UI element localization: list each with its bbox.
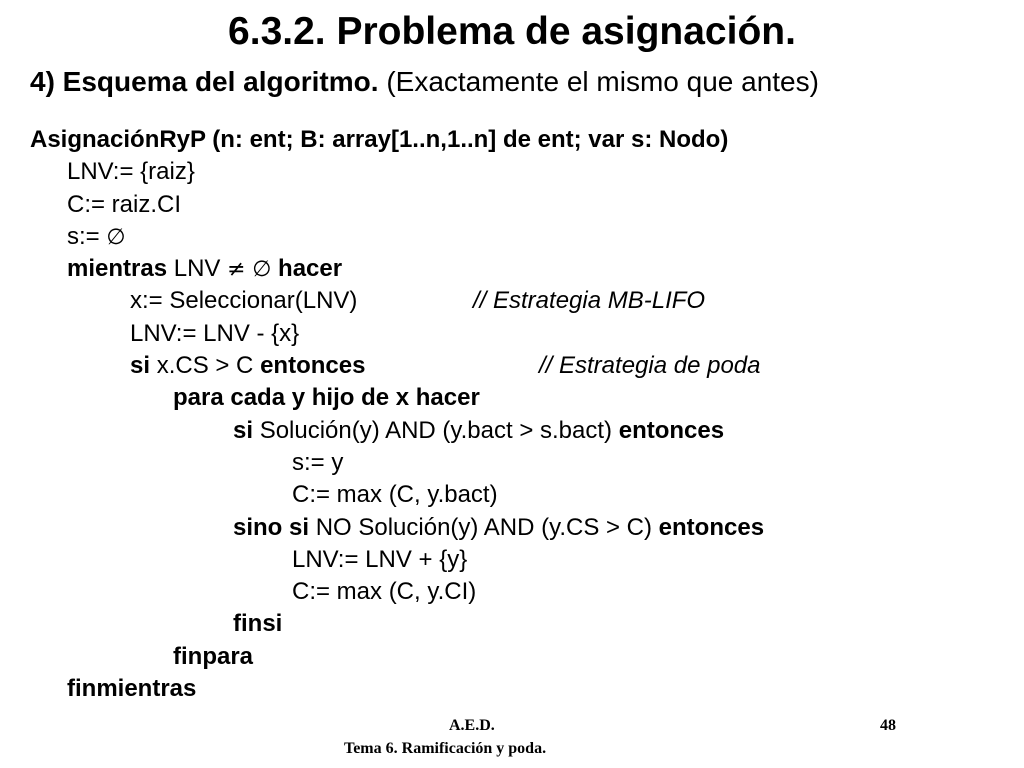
not-equal-symbol: ≠ [227,257,246,283]
code-line-mientras [30,253,764,285]
comment-poda: // Estrategia de poda [539,352,761,380]
comment-mb-lifo: // Estrategia MB-LIFO [473,287,706,315]
keyword-entonces: entonces [260,352,366,380]
code-line-finsi: finsi [233,610,283,638]
condition-cs: x.CS > C [156,352,254,380]
code-line-finmientras: finmientras [67,675,197,703]
code-line-lnv-init: LNV:= {raiz} [67,158,195,186]
code-line-sino-si [30,512,764,544]
subtitle-note: (Exactamente el mismo que antes) [386,66,819,97]
slide-subtitle [30,66,819,98]
footer-topic: Tema 6. Ramificación y poda. [344,740,547,757]
code-line-finpara: finpara [173,642,254,670]
code-line-s-init [30,221,764,253]
lnv-var: LNV [173,255,221,283]
code-line-c-max-bact: C:= max (C, y.bact) [292,481,498,509]
code-line-lnv-remove: LNV:= LNV - {x} [130,319,300,347]
slide-title: 6.3.2. Problema de asignación. [228,10,796,53]
footer-page-number: 48 [880,717,896,734]
x-select-statement: x:= Seleccionar(LNV) [130,287,358,315]
subtitle-bold: 4) Esquema del algoritmo. [30,66,379,97]
empty-set-symbol: ∅ [252,257,272,283]
keyword-sino-si: sino si [233,513,310,541]
code-line-s-assign: s:= y [292,448,344,476]
code-line-c-init: C:= raiz.CI [67,190,182,218]
code-line-si-cs [30,350,764,382]
pseudocode-block [30,124,764,705]
keyword-hacer: hacer [278,255,343,283]
code-line-lnv-add: LNV:= LNV + {y} [292,545,468,573]
empty-set-symbol: ∅ [106,224,126,250]
keyword-si: si [233,416,254,444]
code-line-seleccionar [30,285,764,317]
footer-course: A.E.D. [449,717,495,734]
condition-no-solucion: NO Solución(y) AND (y.CS > C) [315,513,652,541]
code-line-para-cada: para cada y hijo de x hacer [173,384,480,412]
code-line-c-max-ci: C:= max (C, y.CI) [292,578,477,606]
keyword-entonces: entonces [618,416,725,444]
s-init-prefix: s:= [67,222,107,250]
condition-solucion: Solución(y) AND (y.bact > s.bact) [259,416,613,444]
function-signature: AsignaciónRyP (n: ent; B: array[1..n,1..n] de ent; var s: Nodo) [30,126,729,153]
code-line-si-solucion [30,415,764,447]
keyword-entonces: entonces [658,513,765,541]
keyword-mientras: mientras [67,255,168,283]
keyword-si: si [130,352,151,380]
